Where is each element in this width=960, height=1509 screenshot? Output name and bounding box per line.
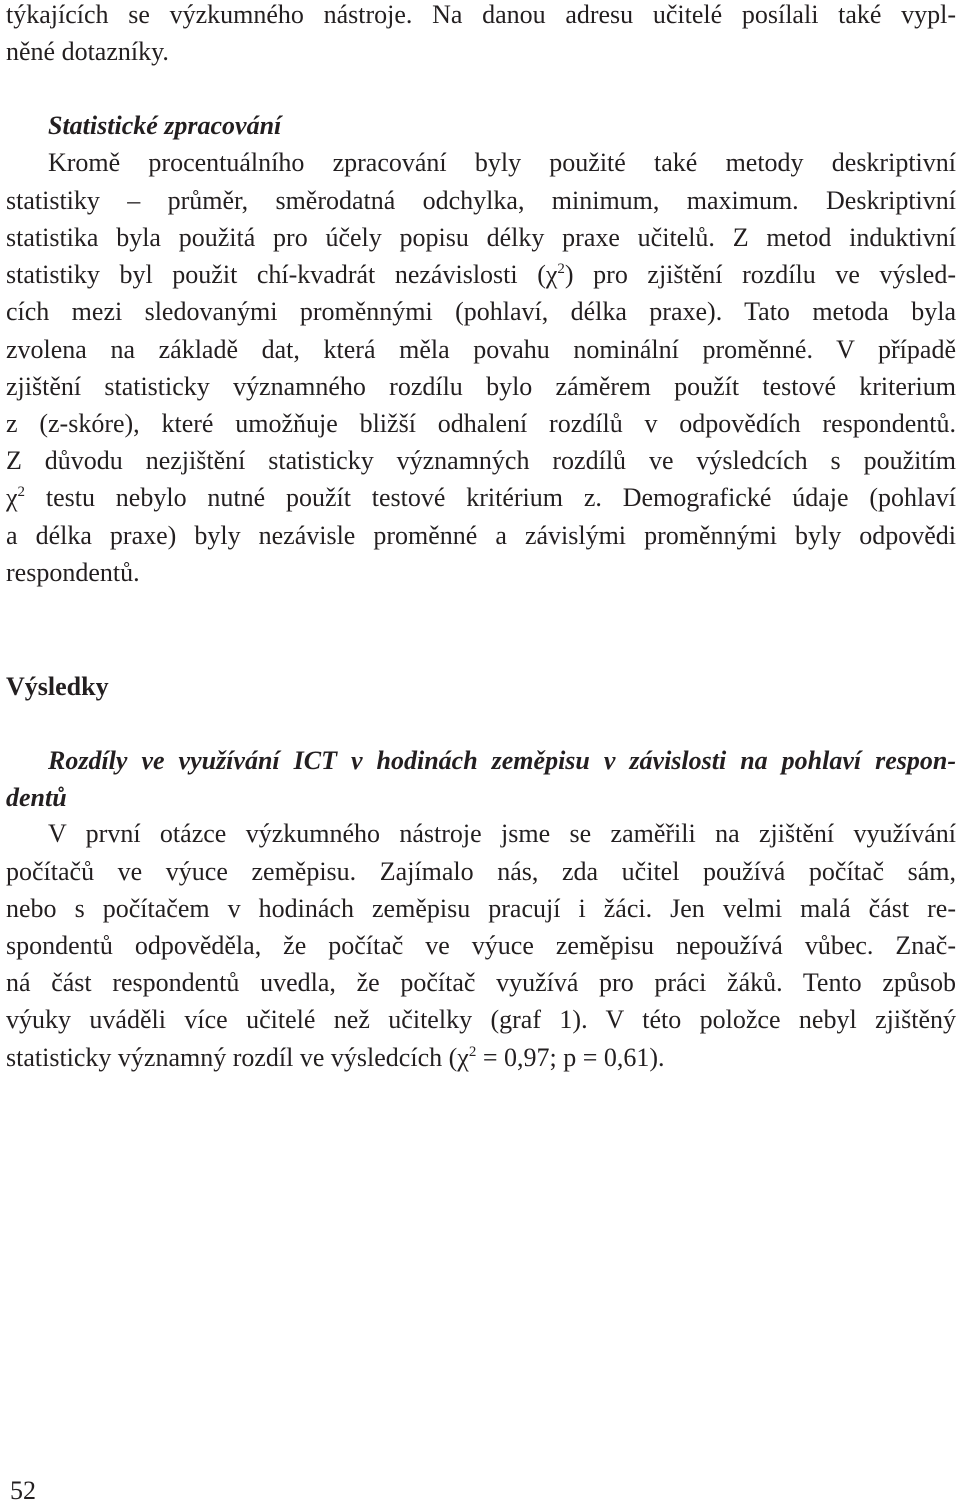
subsection-heading: dentů <box>6 783 67 812</box>
paragraph-line: statistiky – průměr, směrodatná odchylka, minimum, maximum. Deskriptivní <box>6 186 956 215</box>
paragraph-line: z (z-skóre), které umožňuje bližší odhalení rozdílů v odpovědích respondentů. <box>6 409 956 438</box>
paragraph-line: počítačů ve výuce zeměpisu. Zajímalo nás, zda učitel používá počítač sám, <box>6 857 956 886</box>
paragraph-line: něné dotazníky. <box>6 37 169 66</box>
section-heading-results: Výsledky <box>6 672 109 701</box>
paragraph-line: cích mezi sledovanými proměnnými (pohlaví, délka praxe). Tato metoda byla <box>6 297 956 326</box>
paragraph-line: zjištění statisticky významného rozdílu bylo záměrem použít testové kriterium <box>6 372 956 401</box>
subsection-heading: Rozdíly ve využívání ICT v hodinách zeměpisu v závislosti na pohlaví respon- <box>48 746 956 775</box>
paragraph-line: ná část respondentů uvedla, že počítač využívá pro práci žáků. Tento způsob <box>6 968 956 997</box>
text-fragment: testu nebylo nutné použít testové kritérium z. Demografické údaje (pohlaví <box>25 483 956 512</box>
superscript-two: 2 <box>557 261 565 277</box>
paragraph-line: Z důvodu nezjištění statisticky významných rozdílů ve výsledcích s použitím <box>6 446 956 475</box>
page-number: 52 <box>10 1476 36 1505</box>
paragraph-line-chi-square <box>6 256 956 293</box>
paragraph-line: týkajících se výzkumného nástroje. Na danou adresu učitelé posílali také vypl- <box>6 0 956 29</box>
paragraph-line: statistika byla použitá pro účely popisu délky praxe učitelů. Z metod induktivní <box>6 223 956 252</box>
text-fragment: statistiky byl použit chí-kvadrát nezávislosti (χ <box>6 260 558 289</box>
paragraph-line: spondentů odpověděla, že počítač ve výuce zeměpisu nepoužívá vůbec. Znač- <box>6 931 956 960</box>
text-fragment: ) pro zjištění rozdílu ve výsled- <box>564 260 956 289</box>
paragraph-line: nebo s počítačem v hodinách zeměpisu pracují i žáci. Jen velmi malá část re- <box>6 894 956 923</box>
text-fragment: = 0,97; p = 0,61). <box>476 1043 665 1072</box>
text-fragment: statisticky významný rozdíl ve výsledcích (χ <box>6 1043 469 1072</box>
section-heading-statistics: Statistické zpracování <box>48 111 282 140</box>
superscript-two: 2 <box>17 484 26 500</box>
paragraph-line: zvolena na základě dat, která měla povahu nominální proměnné. V případě <box>6 335 956 364</box>
paragraph-line: a délka praxe) byly nezávisle proměnné a závislými proměnnými byly odpovědi <box>6 521 956 550</box>
paragraph-line: respondentů. <box>6 558 140 587</box>
superscript-two: 2 <box>468 1044 477 1060</box>
text-fragment: χ <box>6 483 18 512</box>
paragraph-line: výuky uváděli více učitelé než učitelky (graf 1). V této položce nebyl zjištěný <box>6 1005 956 1034</box>
paragraph-line: Kromě procentuálního zpracování byly použité také metody deskriptivní <box>48 148 956 177</box>
paragraph-line: V první otázce výzkumného nástroje jsme se zaměřili na zjištění využívání <box>48 819 956 848</box>
paragraph-line-chi-result <box>6 1039 665 1076</box>
paragraph-line-chi-test <box>6 479 956 516</box>
